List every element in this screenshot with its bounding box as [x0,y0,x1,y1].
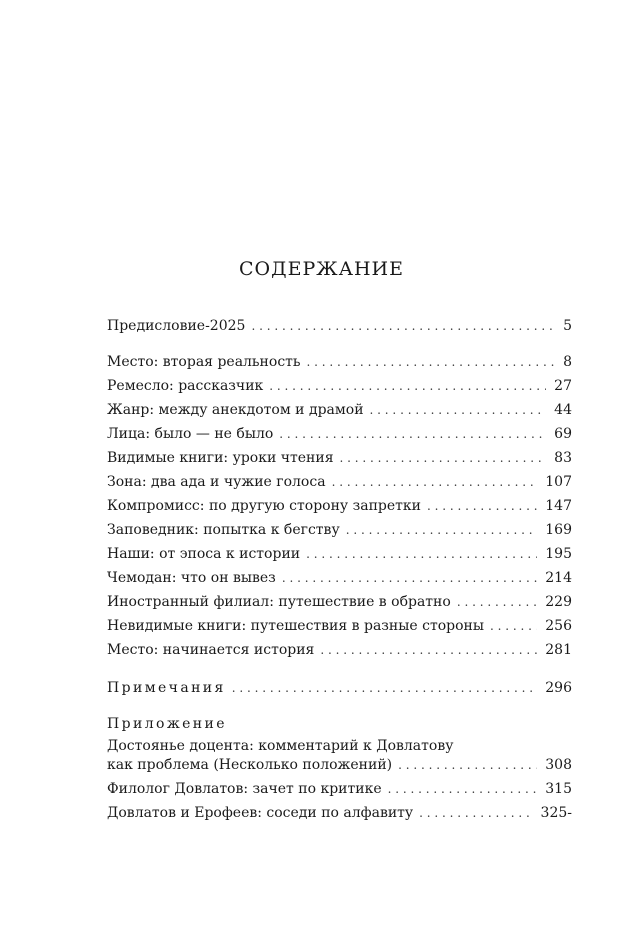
dot-leader [320,639,537,661]
toc-entry-label: как проблема (Несколько положений) [107,757,393,773]
toc-entry[interactable] [107,471,572,493]
toc-entry-page: 5 [563,318,572,334]
toc-entry[interactable] [107,802,572,824]
toc-entry[interactable] [107,447,572,469]
toc-entry-label: Примечания [107,680,226,696]
toc-entry[interactable] [107,591,572,613]
toc-entry-page: 44 [554,402,572,418]
dot-leader [490,615,537,637]
dot-leader [232,677,537,699]
toc-entry-page: 308 [545,757,572,773]
toc-entry-label: Зона: два ада и чужие голоса [107,474,326,490]
dot-leader [282,567,537,589]
toc-entry[interactable] [107,423,572,445]
dot-leader [340,447,547,469]
toc-entry[interactable] [107,351,572,373]
toc-entry-page: 229 [545,594,572,610]
toc-entry-label: Видимые книги: уроки чтения [107,450,334,466]
toc-entry[interactable] [107,315,572,337]
dot-leader [306,543,537,565]
toc-entry-page: 83 [554,450,572,466]
toc-entry-label: Предисловие-2025 [107,318,246,334]
dot-leader [307,351,556,373]
toc-entry-label: Компромисс: по другую сторону запретки [107,498,421,514]
dot-leader [332,471,538,493]
toc-entry-page: 27 [554,378,572,394]
dot-leader [427,495,537,517]
toc-entry[interactable] [107,495,572,517]
toc-entry-page: 214 [545,570,572,586]
toc-entry-label: Лица: было — не было [107,426,274,442]
toc-entry[interactable] [107,754,572,776]
toc-title: СОДЕРЖАНИЕ [239,258,404,280]
toc-entry-page: 69 [554,426,572,442]
appendix-heading: Приложение [107,716,227,732]
toc-entry-label: Место: начинается история [107,642,315,658]
toc-entry-page: 195 [545,546,572,562]
toc-entry-page: 169 [545,522,572,538]
toc-entry-label: Место: вторая реальность [107,354,301,370]
toc-entry-label: Ремесло: рассказчик [107,378,264,394]
toc-entry[interactable] [107,543,572,565]
toc-entry[interactable] [107,567,572,589]
dot-leader [457,591,537,613]
toc-entry-label: Довлатов и Ерофеев: соседи по алфавиту [107,805,414,821]
toc-entry-page: 8 [563,354,572,370]
toc-entry-notes[interactable] [107,677,572,699]
dot-leader [269,375,546,397]
toc-entry[interactable] [107,399,572,421]
dot-leader [279,423,546,445]
toc-entry-label: Жанр: между анекдотом и драмой [107,402,364,418]
toc-entry[interactable] [107,519,572,541]
dot-leader [251,315,555,337]
dot-leader [370,399,547,421]
dot-leader [419,802,532,824]
toc-entry[interactable] [107,615,572,637]
toc-entry-page: 147 [545,498,572,514]
toc-entry[interactable] [107,639,572,661]
toc-entry-label: Невидимые книги: путешествия в разные стороны [107,618,485,634]
toc-entry-page: 107 [545,474,572,490]
toc-entry-page: 315 [545,781,572,797]
dot-leader [388,778,538,800]
toc-entry-page: 281 [545,642,572,658]
toc-entry-label: Филолог Довлатов: зачет по критике [107,781,382,797]
toc-entry-label: Наши: от эпоса к истории [107,546,301,562]
toc-entry[interactable] [107,375,572,397]
toc-entry-page: 325- [540,805,572,821]
dot-leader [398,754,537,776]
toc-entry-label: Чемодан: что он вывез [107,570,276,586]
toc-entry-label: Иностранный филиал: путешествие в обратно [107,594,451,610]
toc-entry-page: 296 [545,680,572,696]
toc-entry-label: Заповедник: попытка к бегству [107,522,340,538]
toc-entry-page: 256 [545,618,572,634]
dot-leader [346,519,538,541]
appendix-entry-line[interactable]: Достоянье доцента: комментарий к Довлатову [107,738,454,754]
toc-entry[interactable] [107,778,572,800]
